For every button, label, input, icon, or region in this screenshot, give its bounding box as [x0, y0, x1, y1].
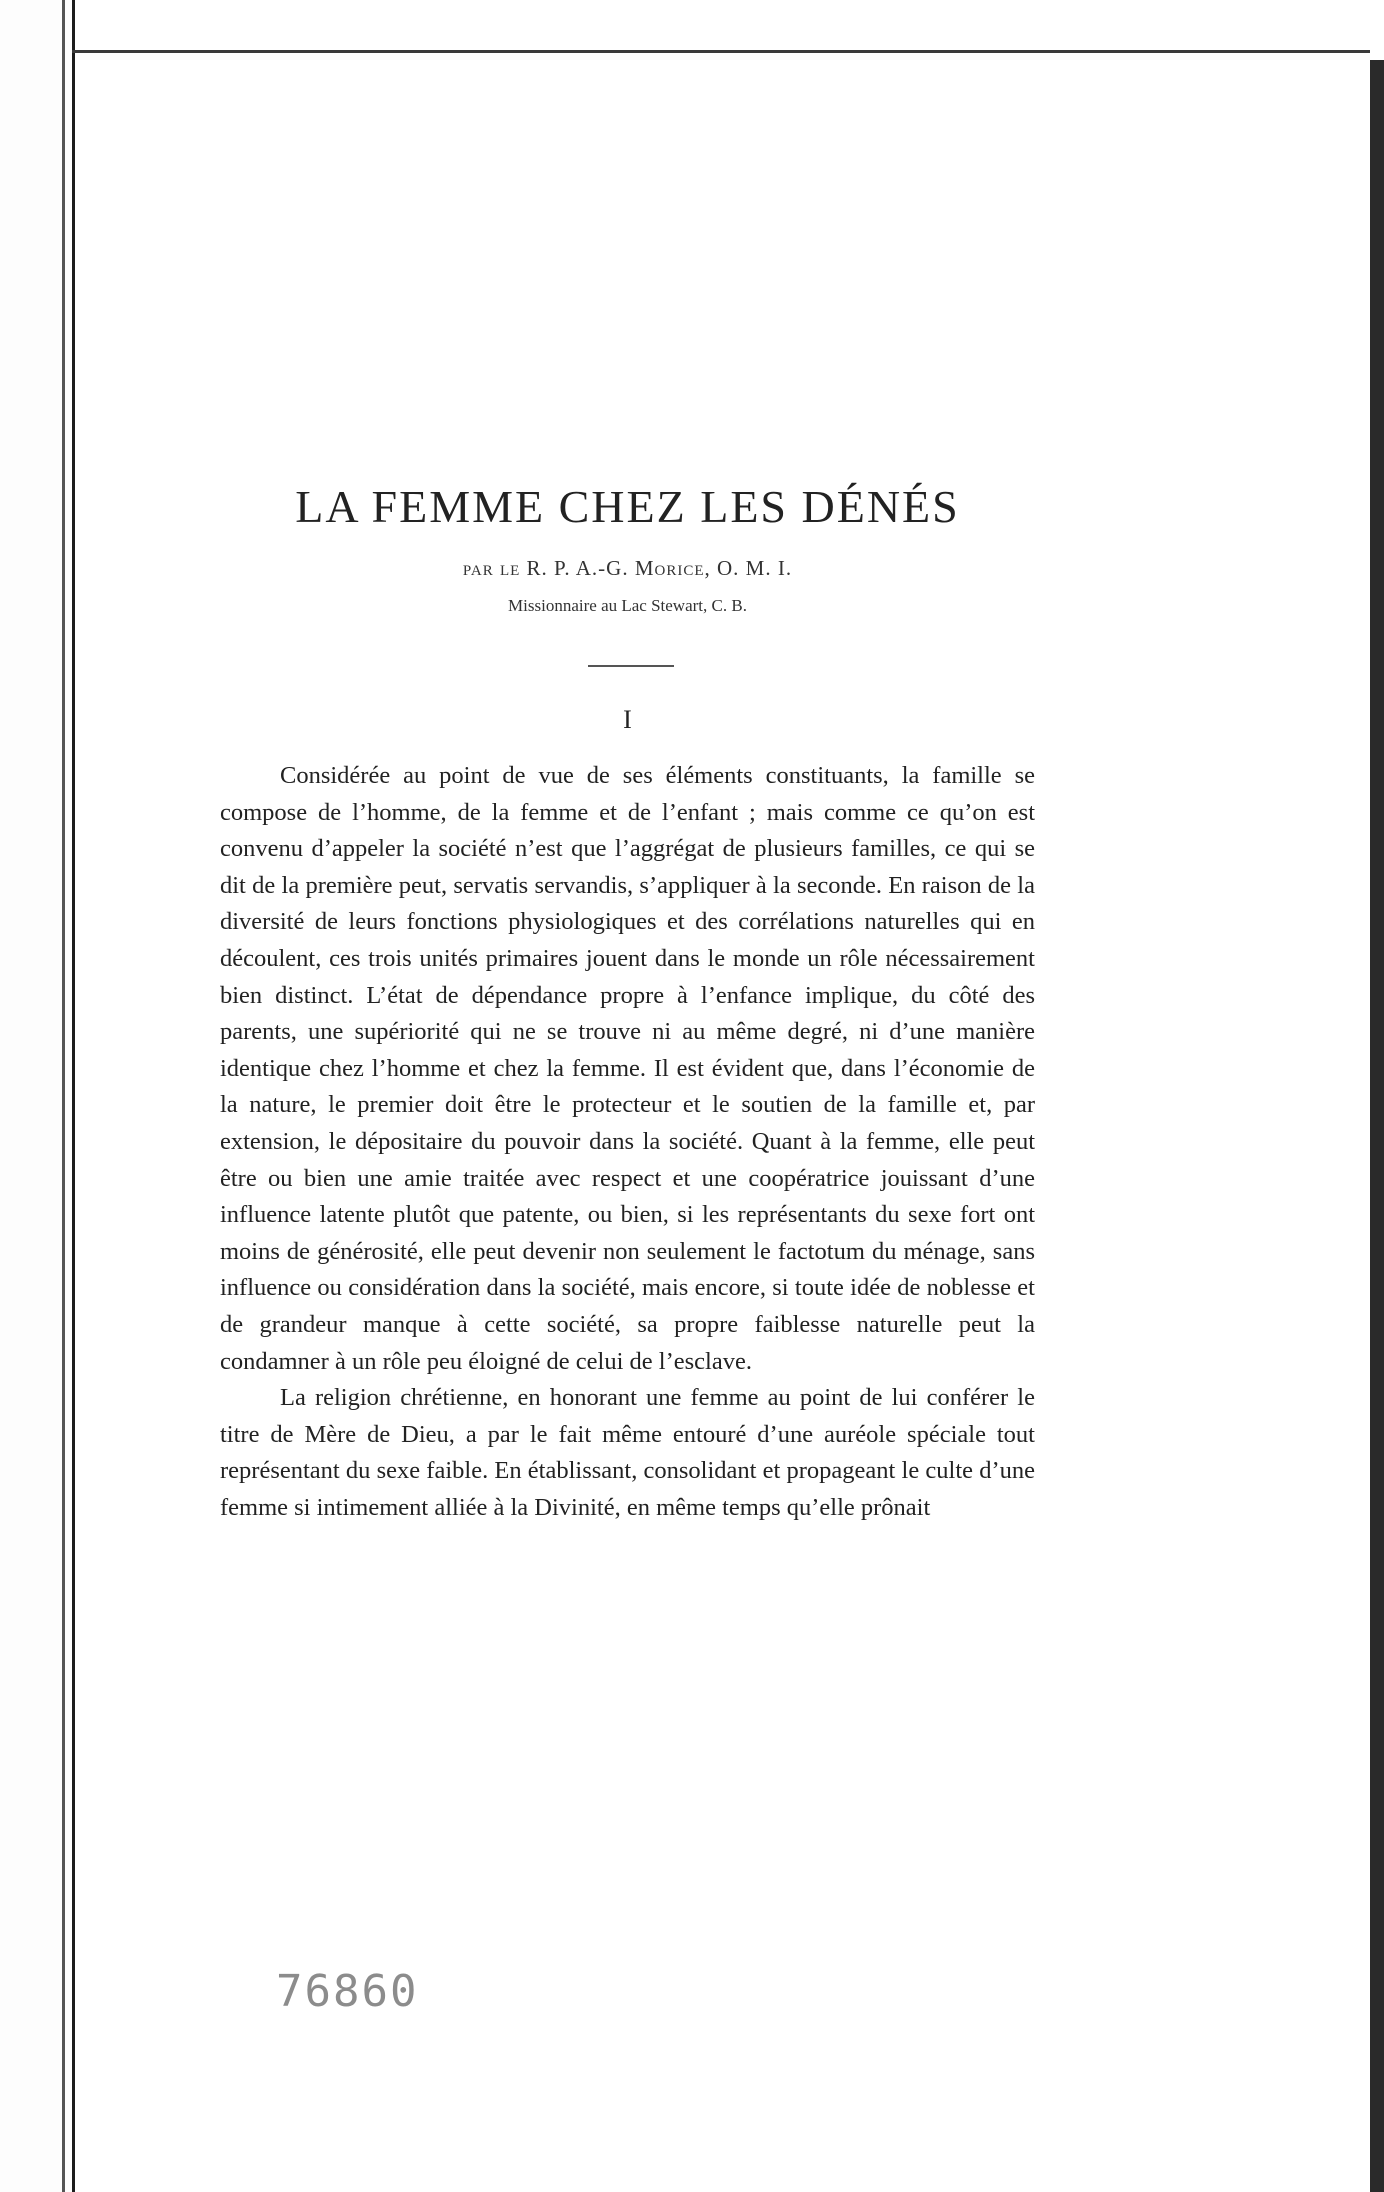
page-right-edge: [1370, 60, 1384, 2192]
binding-edge: [0, 0, 75, 2192]
section-number: I: [623, 705, 632, 734]
paragraph: La religion chrétienne, en honorant une femme au point de lui conférer le titre de Mère de Dieu, a par le fait même entouré d’une auréole spéciale tout représentant du sexe faible. En établissant, consolidant et propageant le culte d’une femme si intimement alliée à la Divinité, en même temps qu’elle prônait: [220, 1384, 1035, 1521]
page-top-edge: [72, 50, 1370, 53]
article-body: [220, 758, 1035, 1526]
author-affiliation: Missionnaire au Lac Stewart, C. B.: [508, 596, 747, 615]
title-divider: [588, 665, 674, 667]
paragraph: Considérée au point de vue de ses éléments constituants, la famille se compose de l’homme, de la femme et de l’enfant ; mais comme ce qu’on est convenu d’appeler la société n’est que l’aggrégat de plusieurs familles, ce qui se dit de la première peut, servatis servandis, s’appliquer à la seconde. En raison de la diversité de leurs fonctions physiologiques et des corrélations naturelles qui en découlent, ces trois unités primaires jouent dans le monde un rôle nécessairement bien distinct. L’état de dépendance propre à l’enfance implique, du côté des parents, une supériorité qui ne se trouve ni au même degré, ni d’une manière identique chez l’homme et chez la femme. Il est évident que, dans l’économie de la nature, le premier doit être le protecteur et le soutien de la famille et, par extension, le dépositaire du pouvoir dans la société. Quant à la femme, elle peut être ou bien une amie traitée avec respect et une coopératrice jouissant d’une influence latente plutôt que patente, ou bien, si les représentants du sexe fort ont moins de générosité, elle peut devenir non seulement le factotum du ménage, sans influence ou considération dans la société, mais encore, si toute idée de noblesse et de grandeur manque à cette société, sa propre faiblesse naturelle peut la condamner à un rôle peu éloigné de celui de l’esclave.: [220, 762, 1035, 1375]
article-byline: par le R. P. A.-G. Morice, O. M. I.: [462, 556, 793, 580]
stamped-number: 76860: [276, 1966, 419, 2017]
article-title: LA FEMME CHEZ LES DÉNÉS: [295, 481, 960, 532]
binding-line: [62, 0, 65, 2192]
